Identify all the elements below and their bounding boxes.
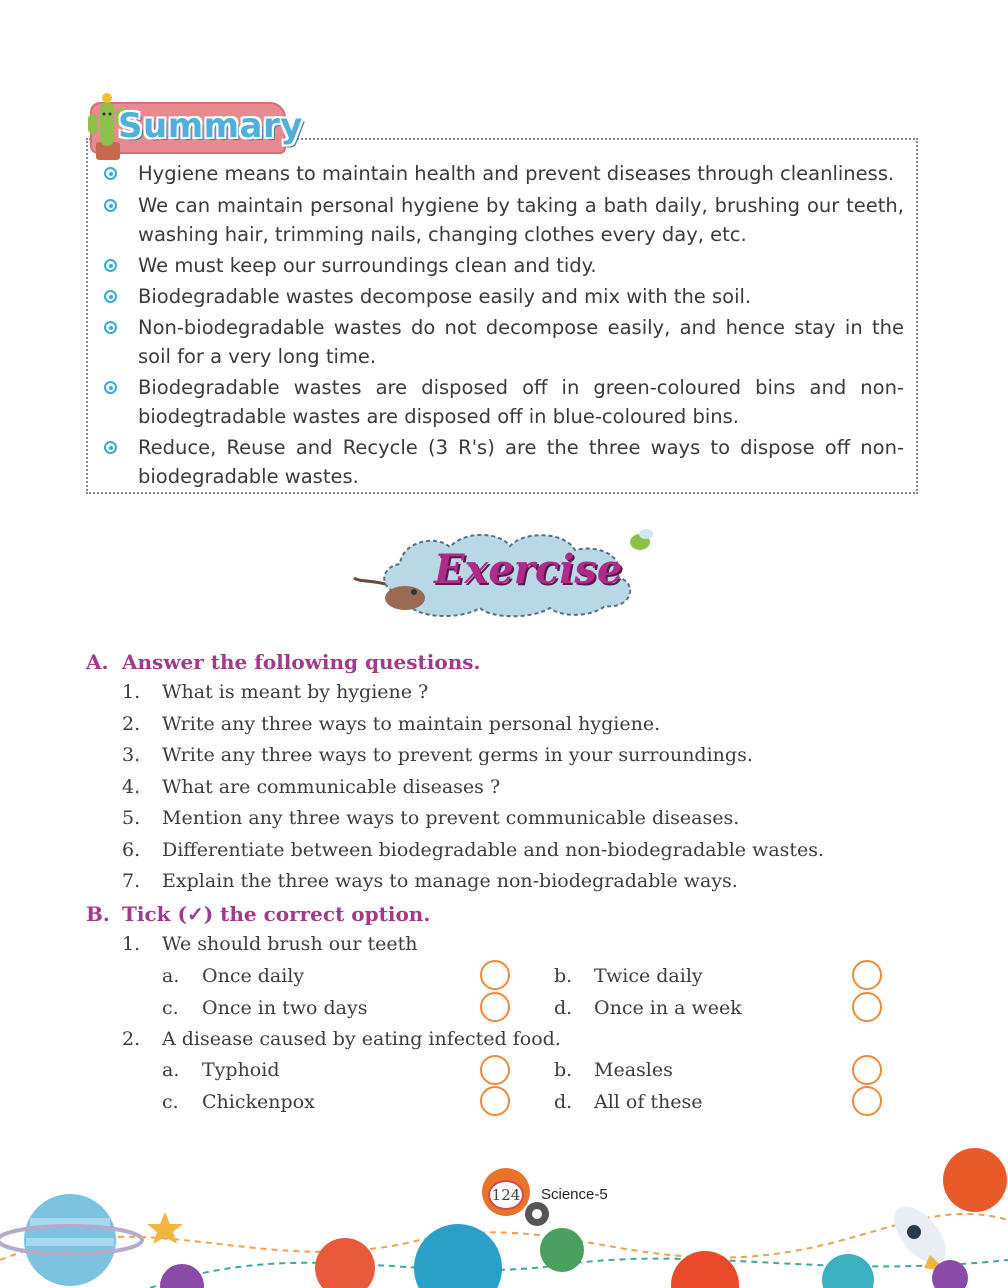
bullet-icon — [104, 167, 117, 180]
option-label: c. Chickenpox — [162, 1091, 315, 1113]
question-item: 3. Write any three ways to prevent germs in your surroundings. — [122, 744, 753, 766]
planet-icon — [671, 1251, 739, 1288]
tick-circle[interactable] — [480, 1086, 510, 1116]
summary-item: Biodegradable wastes are disposed off in green-coloured bins and non-biodegtradable wastes are disposed off in blue-coloured bins. — [104, 373, 904, 431]
bullet-icon — [104, 441, 117, 454]
question-item: 2. Write any three ways to maintain personal hygiene. — [122, 713, 661, 735]
option-label: b. Measles — [554, 1059, 673, 1081]
question-item: 7. Explain the three ways to manage non-biodegradable ways. — [122, 870, 738, 892]
page-number: 124 — [488, 1180, 524, 1210]
question-item: 6. Differentiate between biodegradable and non-biodegradable wastes. — [122, 839, 825, 861]
tick-circle[interactable] — [852, 992, 882, 1022]
tick-circle[interactable] — [852, 960, 882, 990]
tick-circle[interactable] — [480, 1055, 510, 1085]
mcq-question: 1. We should brush our teeth — [122, 933, 418, 955]
option-label: d. Once in a week — [554, 997, 742, 1019]
planet-icon — [943, 1148, 1007, 1212]
book-title: Science-5 — [541, 1186, 608, 1203]
bullet-icon — [104, 321, 117, 334]
summary-item: We can maintain personal hygiene by taking a bath daily, brushing our teeth, washing hair, trimming nails, changing clothes every day, etc. — [104, 191, 904, 249]
summary-item: Reduce, Reuse and Recycle (3 R's) are the three ways to dispose off non-biodegradable wastes. — [104, 433, 904, 491]
space-footer-art — [0, 1140, 1008, 1288]
option-label: a. Once daily — [162, 965, 305, 987]
section-b-heading: B. Tick (✓) the correct option. — [86, 902, 431, 926]
question-item: 1. What is meant by hygiene ? — [122, 681, 429, 703]
planet-icon — [315, 1238, 375, 1288]
summary-item: Hygiene means to maintain health and prevent diseases through cleanliness. — [104, 159, 904, 188]
tick-circle[interactable] — [480, 960, 510, 990]
section-a-heading: A. Answer the following questions. — [86, 650, 481, 674]
bullet-icon — [104, 259, 117, 272]
planet-icon — [0, 1194, 142, 1286]
tick-circle[interactable] — [480, 992, 510, 1022]
summary-item: Biodegradable wastes decompose easily and mix with the soil. — [104, 282, 904, 311]
earth-icon — [540, 1228, 584, 1272]
option-label: a. Typhoid — [162, 1059, 280, 1081]
tick-circle[interactable] — [852, 1086, 882, 1116]
option-label: d. All of these — [554, 1091, 703, 1113]
summary-item: Non-biodegradable wastes do not decompose easily, and hence stay in the soil for a very long time. — [104, 313, 904, 371]
tick-circle[interactable] — [852, 1055, 882, 1085]
exercise-title: Exercise — [434, 546, 623, 593]
summary-title: Summary — [118, 106, 303, 146]
mcq-question: 2. A disease caused by eating infected food. — [122, 1028, 561, 1050]
planet-icon — [160, 1264, 204, 1288]
question-item: 4. What are communicable diseases ? — [122, 776, 501, 798]
question-item: 5. Mention any three ways to prevent communicable diseases. — [122, 807, 740, 829]
planet-icon — [414, 1224, 502, 1288]
bullet-icon — [104, 290, 117, 303]
bullet-icon — [104, 199, 117, 212]
summary-item: We must keep our surroundings clean and tidy. — [104, 251, 904, 280]
option-label: c. Once in two days — [162, 997, 368, 1019]
option-label: b. Twice daily — [554, 965, 703, 987]
planet-icon — [822, 1254, 874, 1288]
bullet-icon — [104, 381, 117, 394]
